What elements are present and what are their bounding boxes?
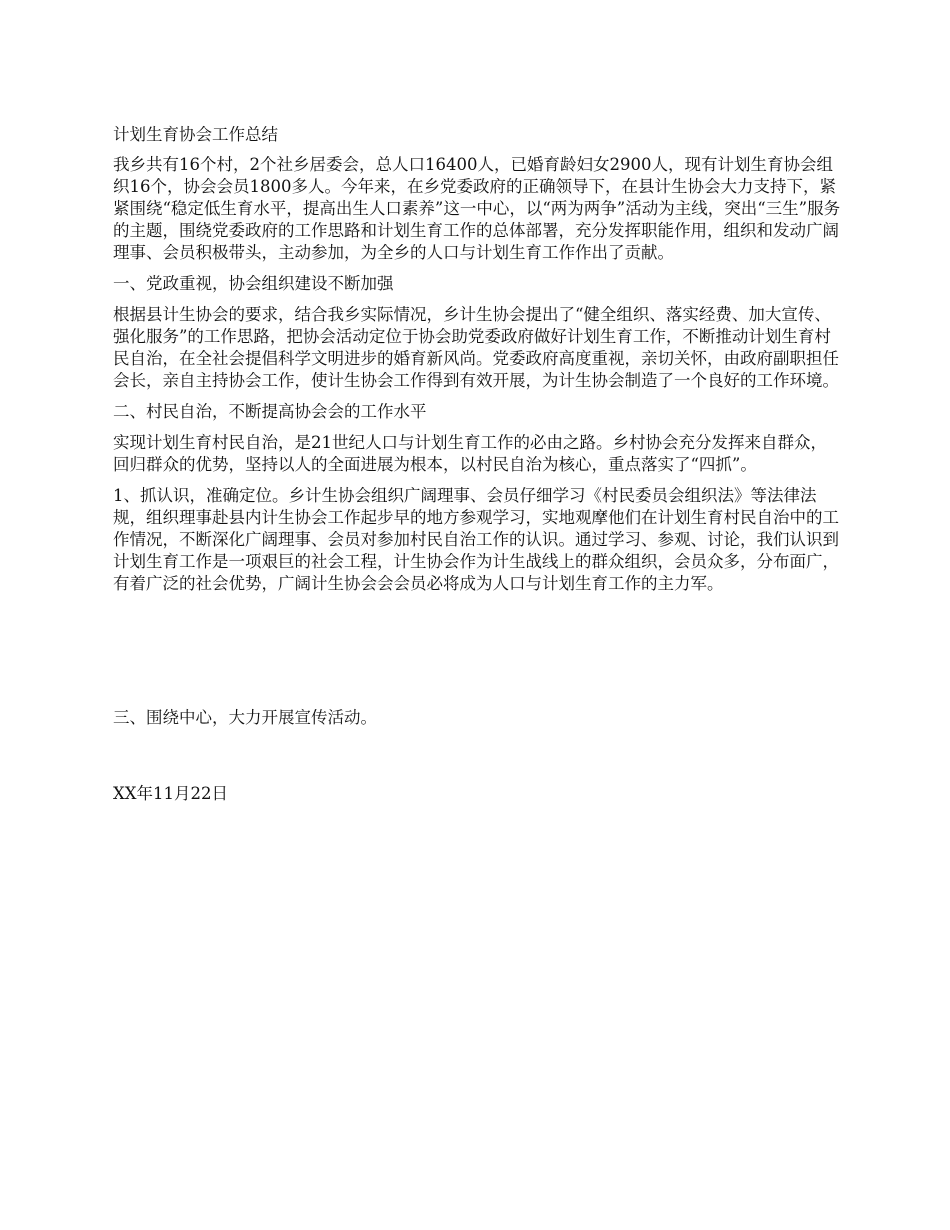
document-page	[113, 124, 841, 805]
section-2-heading: 二、村民自治，不断提高协会会的工作水平	[113, 402, 427, 421]
section-1-heading: 一、党政重视，协会组织建设不断加强	[113, 274, 394, 293]
document-title: 计划生育协会工作总结	[113, 125, 278, 144]
document-date: XX年11月22日	[113, 784, 228, 803]
section-2-paragraph: 实现计划生育村民自治，是21世纪人口与计划生育工作的必由之路。乡村协会充分发挥来自群众，回归群众的优势，坚持以人的全面进展为根本，以村民自治为核心，重点落实了“四抓”。	[113, 433, 827, 474]
blank-space	[113, 738, 841, 783]
blank-space	[113, 604, 841, 707]
intro-paragraph: 我乡共有16个村，2个社乡居委会，总人口16400人，已婚育龄妇女2900人，现有计划生育协会组织16个，协会会员1800多人。今年来，在乡党委政府的正确领导下，在县计生协会大力支持下，紧紧围绕“稳定低生育水平，提高出生人口素养”这一中心，以“两为两争”活动为主线，突出“三生”服务的主题，围绕党委政府的工作思路和计划生育工作的总体部署，充分发挥职能作用，组织和发动广阔理事、会员积极带头，主动参加，为全乡的人口与计划生育工作作出了贡献。	[113, 155, 841, 262]
section-2-item-1-paragraph: 1、抓认识，准确定位。乡计生协会组织广阔理事、会员仔细学习《村民委员会组织法》等法律法规，组织理事赴县内计生协会工作起步早的地方参观学习，实地观摩他们在计划生育村民自治中的工作情况，不断深化广阔理事、会员对参加村民自治工作的认识。通过学习、参观、讨论，我们认识到计划生育工作是一项艰巨的社会工程，计生协会作为计生战线上的群众组织，会员众多，分布面广，有着广泛的社会优势，广阔计生协会会会员必将成为人口与计划生育工作的主力军。	[113, 486, 839, 593]
section-1-paragraph: 根据县计生协会的要求，结合我乡实际情况，乡计生协会提出了“健全组织、落实经费、加大宣传、强化服务”的工作思路，把协会活动定位于协会助党委政府做好计划生育工作，不断推动计划生育村民自治，在全社会提倡科学文明进步的婚育新风尚。党委政府高度重视，亲切关怀，由政府副职担任会长，亲自主持协会工作，使计生协会工作得到有效开展，为计生协会制造了一个良好的工作环境。	[113, 305, 839, 390]
section-3-heading: 三、围绕中心，大力开展宣传活动。	[113, 708, 377, 727]
